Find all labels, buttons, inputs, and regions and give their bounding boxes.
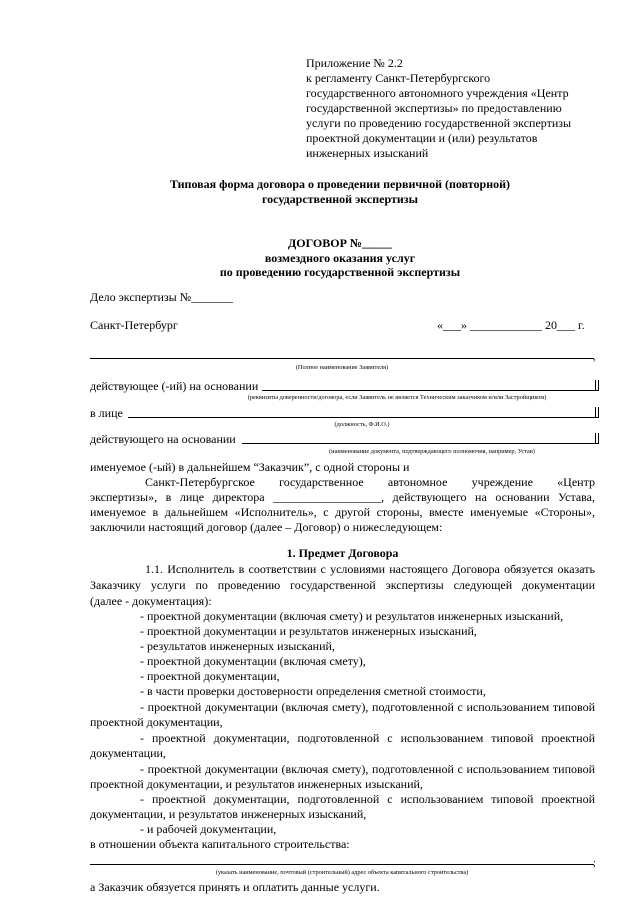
line-end-marker — [595, 407, 596, 418]
appendix-line: государственного автономного учреждения «Центр — [306, 86, 569, 100]
object-line-label: в отношении объекта капитального строительства: — [90, 837, 350, 851]
appendix-line: Приложение № 2.2 — [306, 56, 403, 70]
acting-line[interactable] — [242, 443, 598, 444]
preamble-line: именуемое (-ый) в дальнейшем “Заказчик”, с одной стороны и — [90, 460, 410, 474]
paragraph-line: (далее - документация): — [90, 594, 212, 608]
object-name-line[interactable] — [90, 864, 594, 865]
line-end-semicolon: ; — [593, 858, 596, 869]
applicant-name-line[interactable] — [90, 358, 594, 359]
case-number: Дело экспертизы №_______ — [90, 290, 234, 304]
acting-label: действующего на основании — [90, 432, 236, 446]
line-end-comma: , — [593, 352, 596, 363]
contract-date: «___» ____________ 20___ г. — [437, 318, 585, 332]
contract-subtitle: по проведению государственной экспертизы — [219, 265, 461, 279]
basis-caption: (реквизиты доверенности/договора, если Заявитель не является Техническим заказчиком и/или Застройщиком) — [247, 394, 547, 401]
list-item: - в части проверки достоверности определения сметной стоимости, — [140, 684, 486, 698]
line-end-marker — [595, 380, 596, 391]
form-title-line: государственной экспертизы — [262, 192, 418, 206]
list-item: - результатов инженерных изысканий, — [140, 639, 335, 653]
paragraph-line: 1.1. Исполнитель в соответствии с условиями настоящего Договора обязуется оказать — [145, 562, 595, 576]
basis-line[interactable] — [262, 390, 598, 391]
list-item-continuation: документации, и результатов инженерных изысканий, — [90, 807, 367, 821]
appendix-line: услуги по проведению государственной экспертизы — [306, 116, 572, 130]
list-item: - проектной документации (включая смету), подготовленной с использованием типовой — [140, 700, 595, 714]
acting-caption: (наименование документа, подтверждающего полномочия, например, Устав) — [329, 448, 535, 455]
contract-subtitle: возмездного оказания услуг — [264, 251, 416, 265]
list-item: - и рабочей документации, — [140, 822, 277, 836]
form-title-line: Типовая форма договора о проведении первичной (повторной) — [169, 177, 511, 191]
list-item: - проектной документации, — [140, 669, 280, 683]
city: Санкт-Петербург — [90, 318, 178, 332]
list-item: - проектной документации (включая смету), — [140, 654, 366, 668]
paragraph-line: Заказчику услуги по проведению государственной экспертизы следующей документации — [90, 578, 595, 592]
list-item-continuation: документации, — [90, 746, 166, 760]
object-caption: (указать наименование, почтовый (строительный) адрес объекта капитального строительства) — [215, 869, 469, 876]
line-end-marker — [598, 380, 599, 391]
person-caption: (должность, Ф.И.О.) — [334, 421, 390, 428]
line-end-marker — [598, 433, 599, 444]
person-label: в лице — [90, 406, 123, 420]
person-line[interactable] — [128, 417, 598, 418]
section-heading: 1. Предмет Договора — [286, 546, 399, 560]
appendix-line: к регламенту Санкт-Петербургского — [306, 71, 491, 85]
list-item: - проектной документации, подготовленной с использованием типовой проектной — [140, 731, 595, 745]
line-end-marker — [595, 433, 596, 444]
basis-label: действующее (-ий) на основании — [90, 379, 259, 393]
list-item-continuation: проектной документации, — [90, 715, 223, 729]
preamble-line: именуемое в дальнейшем «Исполнитель», с другой стороны, вместе именуемые «Стороны», — [90, 505, 595, 519]
list-item: - проектной документации и результатов инженерных изысканий, — [140, 624, 477, 638]
list-item-continuation: проектной документации, и результатов инженерных изысканий, — [90, 777, 423, 791]
applicant-caption: (Полное наименование Заявителя) — [295, 364, 389, 371]
list-item: - проектной документации (включая смету) и результатов инженерных изысканий, — [140, 609, 564, 623]
preamble-line: Санкт-Петербургское государственное автономное учреждение «Центр — [145, 475, 595, 489]
appendix-line: государственной экспертизы» по предоставлению — [306, 101, 562, 115]
contract-title: ДОГОВОР №_____ — [288, 236, 392, 250]
preamble-line: заключили настоящий договор (далее – Договор) о нижеследующем: — [90, 520, 443, 534]
preamble-line: экспертизы», в лице директора __________________, действующего на основании Устава, — [90, 490, 595, 504]
appendix-line: инженерных изысканий — [306, 146, 429, 160]
list-item: - проектной документации, подготовленной с использованием типовой проектной — [140, 792, 595, 806]
final-line: а Заказчик обязуется принять и оплатить данные услуги. — [90, 880, 380, 894]
line-end-marker — [598, 407, 599, 418]
appendix-line: проектной документации и (или) результатов — [306, 131, 538, 145]
list-item: - проектной документации (включая смету), подготовленной с использованием типовой — [140, 762, 595, 776]
